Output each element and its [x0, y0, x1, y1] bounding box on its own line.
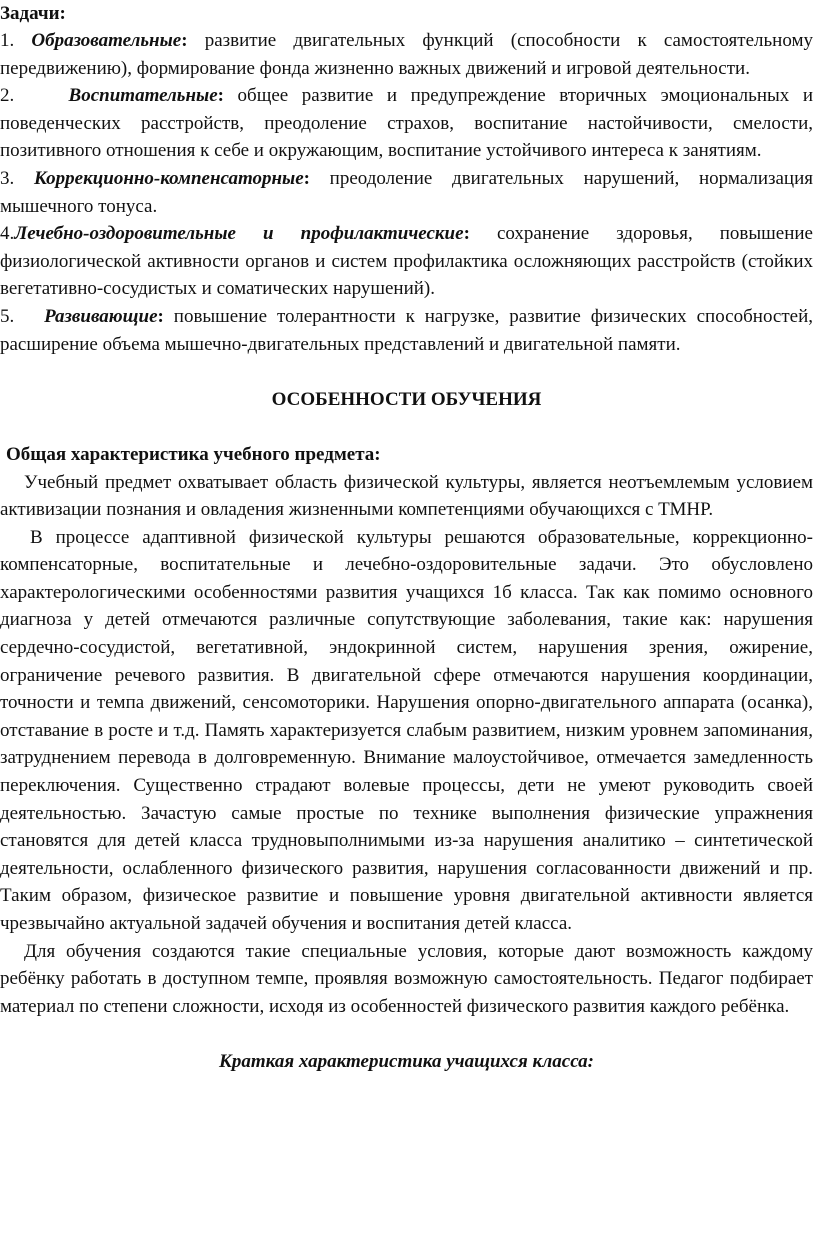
task-number: 5.: [0, 305, 15, 327]
task-text: преодоление двигательных нарушений, нормализация мышечного тонуса.: [0, 167, 814, 217]
task-item-1: [0, 27, 813, 82]
spacer: [0, 413, 813, 441]
task-colon: :: [463, 223, 470, 245]
task-item-2: [0, 82, 813, 165]
subheading-class: Краткая характеристика учащихся класса:: [219, 1050, 594, 1072]
task-item-5: [0, 303, 813, 358]
task-number: 1.: [0, 30, 15, 51]
spacer: [0, 358, 813, 386]
section-title: ОСОБЕННОСТИ ОБУЧЕНИЯ: [271, 388, 542, 410]
paragraph-2: В процессе адаптивной физической культуры решаются образовательные, коррекционно-компенсаторные, воспитательные и лечебно-оздоровительные задачи. Это обусловлено характерологическими особенностями развития учащихся 1б класса. Так как помимо основного диагноза у детей отмечаются различные сопутствующие заболевания, такие как: нарушения сердечно-сосудистой, вегетативной, эндокринной систем, нарушения зрения, ожирение, ограничение речевого развития. В двигательной сфере отмечаются нарушения координации, точности и темпа движений, сенсомоторики. Нарушения опорно-двигательного аппарата (осанка), отставание в росте и т.д. Память характеризуется слабым развитием, низким уровнем запоминания, затруднением перевода в долговременную. Внимание малоустойчивое, отмечается замедленность переключения. Существенно страдают волевые процессы, дети не умеют руководить своей деятельностью. Зачастую самые простые по технике выполнения физические упражнения становятся для детей класса трудновыполнимыми из-за нарушения аналитико – синтетической деятельности, ослабленного физического развития, нарушения согласованности движений и пр. Таким образом, физическое развитие и повышение уровня двигательной активности является чрезвычайно актуальной задачей обучения и воспитания детей класса.: [0, 526, 813, 934]
task-number: 4.: [0, 223, 15, 245]
task-number: 2.: [0, 85, 15, 107]
task-name: Воспитательные: [68, 85, 218, 107]
task-colon: :: [157, 305, 164, 327]
task-text: сохранение здоровья, повышение физиологической активности органов и систем профилактика осложняющих расстройств (стойких вегетативно-сосудистых и соматических нарушений).: [0, 223, 813, 300]
subheading-general: Общая характеристика учебного предмета:: [6, 443, 381, 465]
task-item-3: [0, 165, 813, 220]
task-name: Образовательные: [31, 30, 182, 51]
paragraph-1: Учебный предмет охватывает область физической культуры, является неотъемлемым условием активизации познания и овладения жизненными компетенциями обучающихся с ТМНР.: [0, 471, 813, 521]
task-colon: :: [217, 85, 224, 107]
task-colon: :: [181, 30, 188, 51]
task-text: повышение толерантности к нагрузке, развитие физических способностей, расширение объема мышечно-двигательных представлений и двигательной памяти.: [0, 305, 814, 355]
tasks-heading: Задачи:: [0, 3, 66, 24]
paragraph-3: Для обучения создаются такие специальные условия, которые дают возможность каждому ребёнку работать в доступном темпе, проявляя возможную самостоятельность. Педагог подбирает материал по степени сложности, исходя из особенностей физического развития каждого ребёнка.: [0, 940, 813, 1017]
spacer: [0, 1020, 813, 1048]
task-text: развитие двигательных функций (способности к самостоятельному передвижению), формирование фонда жизненно важных движений и игровой деятельности.: [0, 30, 813, 79]
task-name: Коррекционно-компенсаторные: [33, 167, 304, 189]
task-name: Развивающие: [44, 305, 158, 327]
task-number: 3.: [0, 167, 15, 189]
task-colon: :: [303, 167, 310, 189]
task-name: Лечебно-оздоровительные и профилактические: [14, 223, 464, 245]
task-text: общее развитие и предупреждение вторичных эмоциональных и поведенческих расстройств, преодоление страхов, воспитание настойчивости, смелости, позитивного отношения к себе и окружающим, воспитание устойчивого интереса к занятиям.: [0, 85, 814, 162]
task-item-4: [0, 220, 813, 303]
